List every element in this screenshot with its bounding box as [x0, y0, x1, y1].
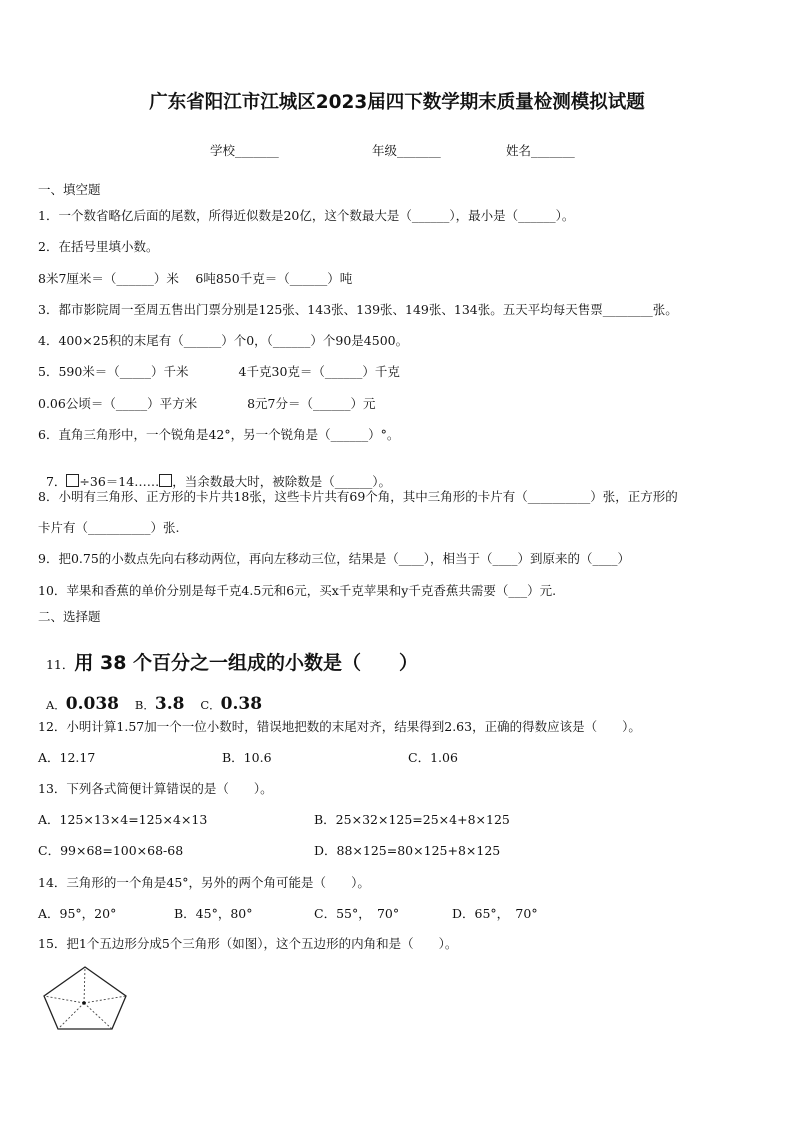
question-3: 3．都市影院周一至周五售出门票分别是125张、143张、139张、149张、134张。五天平均每天售票________张。: [38, 302, 678, 317]
question-13-option-d: D．88×125=80×125+8×125: [314, 843, 501, 858]
question-1: 1．一个数省略亿后面的尾数，所得近似数是20亿，这个数最大是（______），最小是（______）。: [38, 208, 575, 223]
option-b-value: 3.8: [154, 694, 185, 714]
question-2: 2．在括号里填小数。: [38, 239, 159, 254]
blank-box: [159, 474, 172, 487]
school-field: 学校_______: [210, 143, 279, 158]
option-a-label: A．: [45, 698, 66, 712]
question-6: 6．直角三角形中，一个锐角是42°，另一个锐角是（______）°。: [38, 427, 400, 442]
section-choice-heading: 二、选择题: [38, 609, 101, 624]
section-fill-heading: 一、填空题: [38, 182, 101, 197]
option-a-value: 0.038: [65, 694, 119, 714]
grade-field: 年级_______: [372, 143, 441, 158]
question-9: 9．把0.75的小数点先向右移动两位，再向左移动三位，结果是（____），相当于（____）到原来的（____）: [38, 551, 631, 566]
question-5-row-2: 0.06公顷＝（_____）平方米 8元7分＝（______）元: [38, 396, 376, 411]
name-field: 姓名_______: [506, 143, 575, 158]
question-12-option-c: C．1.06: [408, 750, 458, 765]
question-7-text: ，当余数最大时，被除数是（______）。: [172, 474, 391, 489]
question-15: 15．把1个五边形分成5个三角形（如图），这个五边形的内角和是（ ）。: [38, 936, 458, 951]
question-7-expression: ÷36＝14……: [79, 474, 160, 489]
question-14-option-d: D．65°， 70°: [452, 906, 538, 921]
question-7: [38, 458, 391, 490]
question-13-option-a: A．125×13×4=125×4×13: [38, 812, 208, 827]
question-14-option-c: C．55°， 70°: [314, 906, 400, 921]
question-11: [38, 636, 418, 674]
question-2-items: 8米7厘米＝（______）米 6吨850千克＝（______）吨: [38, 271, 353, 286]
question-11-text: 用 38 个百分之一组成的小数是（ ）: [74, 652, 419, 674]
question-5-row-1: 5．590米＝（_____）千米 4千克30克＝（______）千克: [38, 364, 400, 379]
question-4: 4．400×25积的末尾有（______）个0，（______）个90是4500。: [38, 333, 409, 348]
pentagon-division-lines: [44, 967, 126, 1029]
question-10: 10．苹果和香蕉的单价分别是每千克4.5元和6元，买x千克苹果和y千克香蕉共需要（___）元.: [38, 583, 557, 598]
question-13-option-b: B．25×32×125=25×4+8×125: [314, 812, 510, 827]
question-12: 12．小明计算1.57加一个一位小数时，错误地把数的末尾对齐，结果得到2.63，正确的得数应该是（ ）。: [38, 719, 641, 734]
question-11-number: 11．: [45, 657, 75, 672]
question-7-number: 7．: [45, 474, 67, 489]
page-title: 广东省阳江市江城区2023届四下数学期末质量检测模拟试题: [149, 92, 645, 113]
question-12-option-a: A．12.17: [38, 750, 96, 765]
option-c-value: 0.38: [220, 694, 263, 714]
question-14-option-a: A．95°，20°: [38, 906, 117, 921]
question-14: 14．三角形的一个角是45°，另外的两个角可能是（ ）。: [38, 875, 370, 890]
option-c-label: C．: [200, 698, 221, 712]
pentagon-center-point: [82, 1001, 86, 1005]
question-13: 13．下列各式简便计算错误的是（ ）。: [38, 781, 273, 796]
blank-box: [66, 474, 79, 487]
question-12-option-b: B．10.6: [222, 750, 272, 765]
option-b-label: B．: [134, 698, 155, 712]
question-13-option-c: C．99×68=100×68-68: [38, 843, 184, 858]
question-14-option-b: B．45°，80°: [174, 906, 253, 921]
question-8-line-1: 8．小明有三角形、正方形的卡片共18张，这些卡片共有69个角，其中三角形的卡片有（__________）张，正方形的: [38, 489, 678, 504]
pentagon-figure: [40, 962, 132, 1034]
question-8-line-2: 卡片有（__________）张.: [38, 520, 180, 535]
question-11-options: [38, 680, 262, 713]
